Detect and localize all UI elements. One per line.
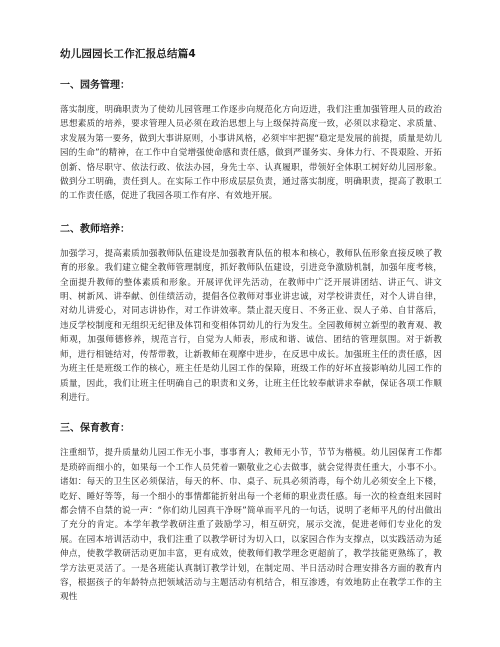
section-body-management: 落实制度，明确职责为了使幼儿园管理工作逐步向规范化方向迈进，我们注重加强管理人员的政治思想素质的培养，要求管理人员必须在政治思想上与上级保持高度一致，必须以求稳定、求质量、求发展为第一要务，做到大事讲原则，小事讲风格，必须牢牢把握“稳定是发展的前提，质量是幼儿园的生命”的精神，在工作中自觉增强使命感和责任感，做到严谨务实、身体力行、不畏艰险、开拓创新、恪尽职守、依法行政、依法办园，身先士卒、认真履职，带领好全体职工树好幼儿园形象。做到分工明确，责任到人。在实际工作中形成层层负责，通过落实制度，明确职责，提高了教职工的工作责任感，促进了我园各项工作有序、有效地开展。 <box>60 105 442 202</box>
document-title: 幼儿园园长工作汇报总结篇4 <box>60 48 196 60</box>
section-care-education <box>60 419 442 604</box>
section-heading-care-education: 三、保育教育： <box>60 423 130 435</box>
section-body-care-education: 注重细节，提升质量幼儿园工作无小事，事事育人；教师无小节，节节为楷模。幼儿园保育工作都是琐碎而细小的，如果每一个工作人员凭着一颗敬业之心去做事，就会觉得责任重大，小事不小。诸如：每天的卫生区必须保洁，每天的杯、巾、桌子、玩具必须消毒，每个幼儿必须安全上下楼，吃好、睡好等等，每一个细小的事情都能折射出每一个老师的职业责任感。每一次的检查组来园时都会情不自禁的说一声：“你们幼儿园真干净呀”简单而平凡的一句话，说明了老师平凡的付出做出了充分的肯定。本学年教学教研注重了鼓励学习，相互研究，展示交流，促进老师们专业化的发展。在园本培训活动中，我们注重了以教学研讨为切入口，以家园合作为支撑点，以实践活动为延伸点，使教学教研活动更加丰富，更有成效，使教师们教学理念更超前了，教学技能更熟练了，教学方法更灵活了。一是各班能认真制订教学计划，在制定周、半日活动时合理安排各方面的教育内容，根据孩子的年龄特点把领域活动与主题活动有机结合，相互渗透，有效地防止在教学工作的主观性 <box>60 448 442 603</box>
section-heading-management: 一、园务管理： <box>60 80 130 91</box>
section-management <box>60 76 442 204</box>
section-heading-teacher-training: 二、教师培养： <box>60 223 130 235</box>
section-body-teacher-training: 加强学习，提高素质加强教师队伍建设是加强教育队伍的根本和核心，教师队伍形象直接反映了教育的形象。我们建立健全教师管理制度，抓好教师队伍建设，引进竞争激励机制，加强年度考核，全面提升教师的整体素质和形象。开展评优评先活动，在教师中广泛开展讲团结、讲正气、讲文明、树新风、讲奉献、创佳绩活动，提倡各位教师对事业讲忠诚，对学校讲责任，对个人讲自律，对幼儿讲爱心，对同志讲协作，对工作讲效率。禁止混天度日、不务正业、误人子弟、自甘落后，违反学校制度和无组织无纪律及体罚和变相体罚幼儿的行为发生。全园教师树立新型的教育观、教师观，加强师德修养，规范言行，自觉为人师表，形成和谐、诚信、团结的管理氛围。对于新教师，进行相链结对，传帮带教，让新教师在观摩中进步，在反思中成长。加强班主任的责任感，因为班主任是班级工作的核心，班主任是幼儿园工作的保障，班级工作的好坏直接影响幼儿园工作的质量，因此，我们让班主任明确自己的职责和义务，让班主任比较奉献讲求奉献，保证各项工作顺利进行。 <box>60 248 442 403</box>
section-teacher-training <box>60 220 442 405</box>
